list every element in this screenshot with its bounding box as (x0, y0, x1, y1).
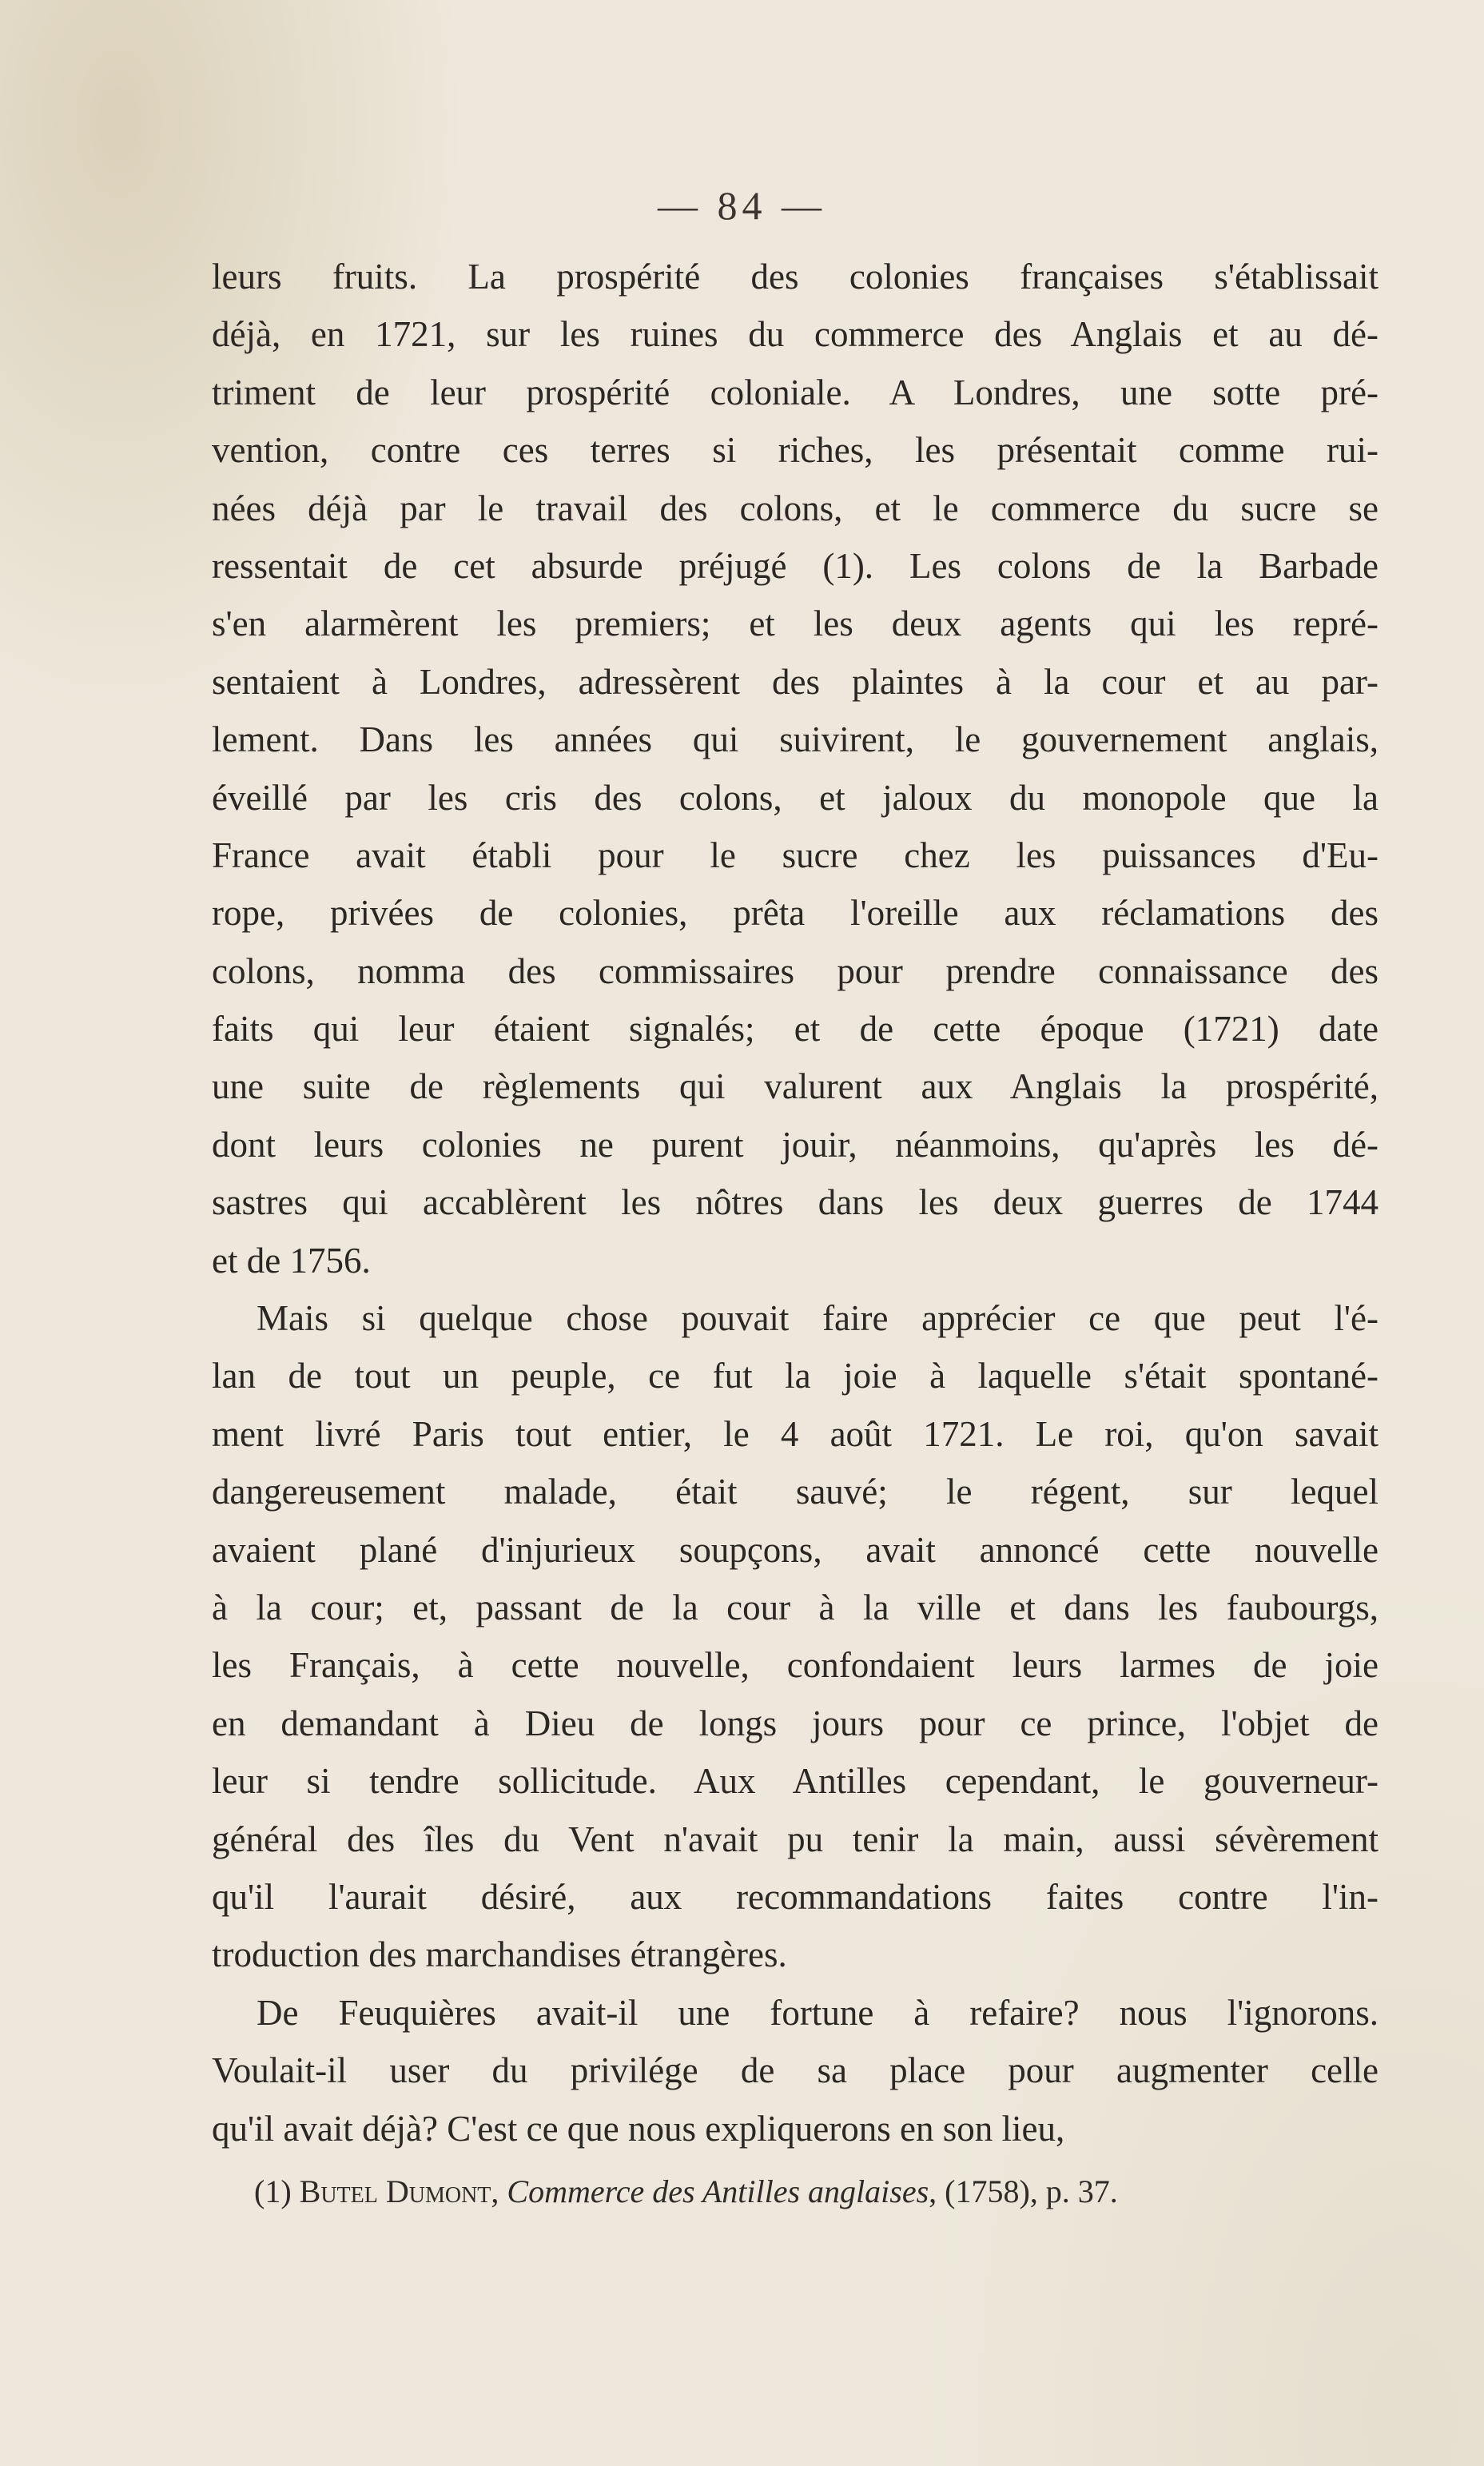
text-line: Mais si quelque chose pouvait faire apprécier ce que peut l'é- (257, 1298, 1379, 1339)
footnote-author-first: Butel (299, 2173, 378, 2209)
body-text (212, 248, 1379, 2157)
text-line: une suite de règlements qui valurent aux Anglais la prospérité, (212, 1066, 1379, 1107)
text-line: France avait établi pour le sucre chez les puissances d'Eu- (212, 835, 1379, 875)
text-line: triment de leur prospérité coloniale. A Londres, une sotte pré- (212, 372, 1379, 412)
text-line: leur si tendre sollicitude. Aux Antilles cependant, le gouverneur- (212, 1761, 1379, 1802)
text-line: vention, contre ces terres si riches, les présentait comme rui- (212, 430, 1379, 471)
text-line: sastres qui accablèrent les nôtres dans les deux guerres de 1744 (212, 1182, 1379, 1223)
paragraph-1 (212, 248, 1379, 1289)
text-line: dangereusement malade, était sauvé; le régent, sur lequel (212, 1472, 1379, 1512)
footnote: (1) Butel Dumont, Commerce des Antilles anglaises, (1758), p. 37. (254, 2173, 1118, 2209)
footnote-author-last: Dumont (385, 2173, 491, 2209)
text-line: lement. Dans les années qui suivirent, le gouvernement anglais, (212, 719, 1379, 760)
text-line: s'en alarmèrent les premiers; et les deux agents qui les repré- (212, 604, 1379, 644)
footnote-marker: (1) (254, 2173, 292, 2209)
text-line: troduction des marchandises étrangères. (212, 1934, 787, 1975)
text-line: qu'il l'aurait désiré, aux recommandations faites contre l'in- (212, 1876, 1379, 1917)
text-line: à la cour; et, passant de la cour à la ville et dans les faubourgs, (212, 1587, 1379, 1627)
page-number: — 84 — (658, 183, 826, 228)
text-line: colons, nomma des commissaires pour prendre connaissance des (212, 950, 1379, 991)
text-line: nées déjà par le travail des colons, et le commerce du sucre se (212, 488, 1379, 528)
text-line: faits qui leur étaient signalés; et de cette époque (1721) date (212, 1009, 1379, 1050)
text-line: Voulait-il user du privilége de sa place pour augmenter celle (212, 2050, 1379, 2091)
text-line: déjà, en 1721, sur les ruines du commerce des Anglais et au dé- (212, 314, 1379, 355)
paragraph-2 (212, 1289, 1379, 1984)
text-line: avaient plané d'injurieux soupçons, avait annoncé cette nouvelle (212, 1529, 1379, 1570)
text-line: qu'il avait déjà? C'est ce que nous expliquerons en son lieu, (212, 2108, 1065, 2149)
text-line: éveillé par les cris des colons, et jaloux du monopole que la (212, 777, 1379, 818)
paragraph-3 (212, 1984, 1379, 2157)
text-line: général des îles du Vent n'avait pu tenir la main, aussi sévèrement (212, 1819, 1379, 1859)
text-line: les Français, à cette nouvelle, confondaient leurs larmes de joie (212, 1645, 1379, 1686)
text-line: leurs fruits. La prospérité des colonies françaises s'établissait (212, 257, 1379, 297)
text-line: dont leurs colonies ne purent jouir, néanmoins, qu'après les dé- (212, 1124, 1379, 1165)
footnote-title: Commerce des Antilles anglaises (507, 2173, 929, 2209)
text-line: ment livré Paris tout entier, le 4 août 1721. Le roi, qu'on savait (212, 1413, 1379, 1454)
text-line: ressentait de cet absurde préjugé (1). Les colons de la Barbade (212, 545, 1379, 586)
footnote-rest: , (1758), p. 37. (929, 2173, 1118, 2209)
text-line: sentaient à Londres, adressèrent des plaintes à la cour et au par- (212, 661, 1379, 702)
text-line: et de 1756. (212, 1240, 371, 1281)
text-line: rope, privées de colonies, prêta l'oreille aux réclamations des (212, 893, 1379, 934)
text-line: De Feuquières avait-il une fortune à refaire? nous l'ignorons. (257, 1992, 1379, 2033)
text-line: en demandant à Dieu de longs jours pour ce prince, l'objet de (212, 1703, 1379, 1743)
text-line: lan de tout un peuple, ce fut la joie à laquelle s'était spontané- (212, 1356, 1379, 1396)
